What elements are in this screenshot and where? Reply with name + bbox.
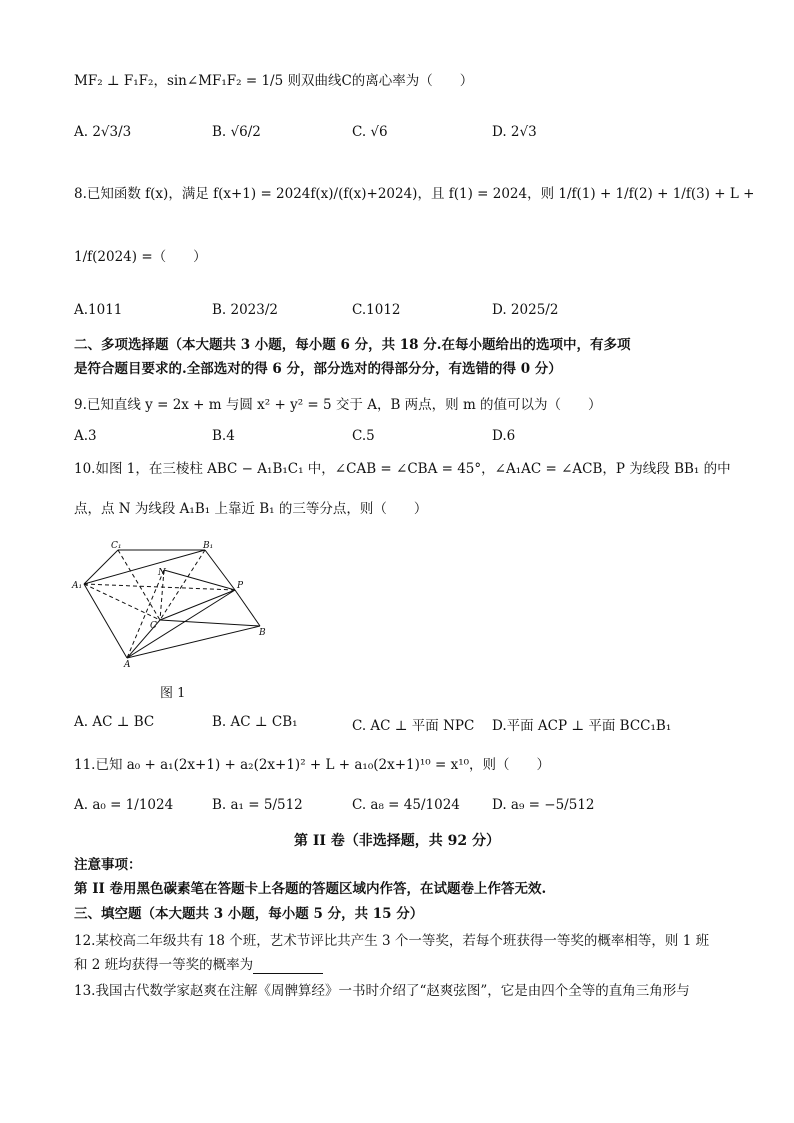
section3-heading: 三、填空题（本大题共 3 小题，每小题 5 分，共 15 分） <box>74 906 424 922</box>
q7-option-d: D. 2√3 <box>492 124 537 140</box>
label-b: B <box>259 628 266 638</box>
label-n: N <box>158 568 166 578</box>
q10-option-d: D.平面 ACP ⊥ 平面 BCC₁B₁ <box>492 718 672 734</box>
edge-a1b1 <box>84 550 205 584</box>
q8-option-d: D. 2025/2 <box>492 302 559 318</box>
q7-options <box>74 124 734 144</box>
q10-option-b: B. AC ⊥ CB₁ <box>212 714 298 730</box>
q8-text-line2: 1/f(2024) =（ ） <box>74 249 207 265</box>
q8-options <box>74 302 734 322</box>
q7-option-a: A. 2√3/3 <box>74 124 132 140</box>
label-a1: A₁ <box>72 581 83 591</box>
q12-text-line1: 12.某校高二年级共有 18 个班，艺术节评比共产生 3 个一等奖，若每个班获得一等奖的概率相等，则 1 班 <box>74 933 710 949</box>
q9-options <box>74 428 734 448</box>
edge-na <box>127 570 164 658</box>
q11-options <box>74 797 734 817</box>
q8-option-c: C.1012 <box>352 302 401 318</box>
q11-option-c: C. a₈ = 45/1024 <box>352 797 460 813</box>
q10-text-line1: 10.如图 1，在三棱柱 ABC − A₁B₁C₁ 中，∠CAB = ∠CBA = 45°，∠A₁AC = ∠ACB，P 为线段 BB₁ 的中 <box>74 461 731 477</box>
edge-a1a <box>84 584 127 658</box>
q7-option-b: B. √6/2 <box>212 124 261 140</box>
q12-text-line2-label: 和 2 班均获得一等奖的概率为 <box>74 957 254 973</box>
q11-option-a: A. a₀ = 1/1024 <box>74 797 174 813</box>
q7-option-c: C. √6 <box>352 124 388 140</box>
edge-c1c <box>118 550 160 620</box>
q10-options <box>74 714 734 734</box>
edge-np <box>164 570 235 590</box>
part2-title: 第 II 卷（非选择题，共 92 分） <box>293 833 501 849</box>
label-a: A <box>124 660 131 668</box>
q9-option-a: A.3 <box>74 428 97 444</box>
edge-a1p <box>84 584 235 590</box>
q13-text-line1: 13.我国古代数学家赵爽在注解《周髀算经》一书时介绍了“赵爽弦图”，它是由四个全等的直角三角形与 <box>74 983 690 999</box>
q9-option-d: D.6 <box>492 428 516 444</box>
edge-b1p <box>205 550 235 590</box>
edge-cp <box>160 590 235 620</box>
edge-ab <box>127 626 260 658</box>
q8-option-b: B. 2023/2 <box>212 302 278 318</box>
edge-cb <box>160 620 260 626</box>
q12-text-line2 <box>74 956 323 974</box>
prism-figure <box>70 540 270 668</box>
q12-answer-blank <box>253 959 323 974</box>
q11-option-b: B. a₁ = 5/512 <box>212 797 303 813</box>
q7-text-tail: MF₂ ⊥ F₁F₂，sin∠MF₁F₂ = 1/5 则双曲线C的离心率为（ ） <box>74 73 474 89</box>
section2-heading-line1: 二、多项选择题（本大题共 3 小题，每小题 6 分，共 18 分.在每小题给出的选项中，有多项 <box>74 337 631 353</box>
label-c1: C₁ <box>111 541 122 551</box>
label-p: P <box>237 581 244 591</box>
q10-text-line2: 点，点 N 为线段 A₁B₁ 上靠近 B₁ 的三等分点，则（ ） <box>74 501 428 517</box>
edge-pb <box>235 590 260 626</box>
q10-option-a: A. AC ⊥ BC <box>74 714 155 730</box>
q8-text-line1: 8.已知函数 f(x)，满足 f(x+1) = 2024f(x)/(f(x)+2024)，且 f(1) = 2024，则 1/f(1) + 1/f(2) + 1/f(3) + L + <box>74 186 755 202</box>
notice-text: 第 II 卷用黑色碳素笔在答题卡上各题的答题区域内作答，在试题卷上作答无效. <box>74 881 547 897</box>
q10-option-c: C. AC ⊥ 平面 NPC <box>352 718 475 734</box>
q9-text: 9.已知直线 y = 2x + m 与圆 x² + y² = 5 交于 A，B 两点，则 m 的值可以为（ ） <box>74 397 602 413</box>
q9-option-b: B.4 <box>212 428 235 444</box>
label-b1: B₁ <box>203 541 214 551</box>
edge-a1c <box>84 584 160 620</box>
q11-text: 11.已知 a₀ + a₁(2x+1) + a₂(2x+1)² + L + a₁₀(2x+1)¹⁰ = x¹⁰，则（ ） <box>74 757 551 773</box>
label-c: C <box>150 621 157 631</box>
q9-option-c: C.5 <box>352 428 375 444</box>
figure-caption: 图 1 <box>160 686 186 701</box>
q11-option-d: D. a₉ = −5/512 <box>492 797 595 813</box>
notice-title: 注意事项： <box>74 857 142 873</box>
section2-heading-line2: 是符合题目要求的.全部选对的得 6 分，部分选对的得部分分，有选错的得 0 分） <box>74 361 562 377</box>
q8-option-a: A.1011 <box>74 302 123 318</box>
